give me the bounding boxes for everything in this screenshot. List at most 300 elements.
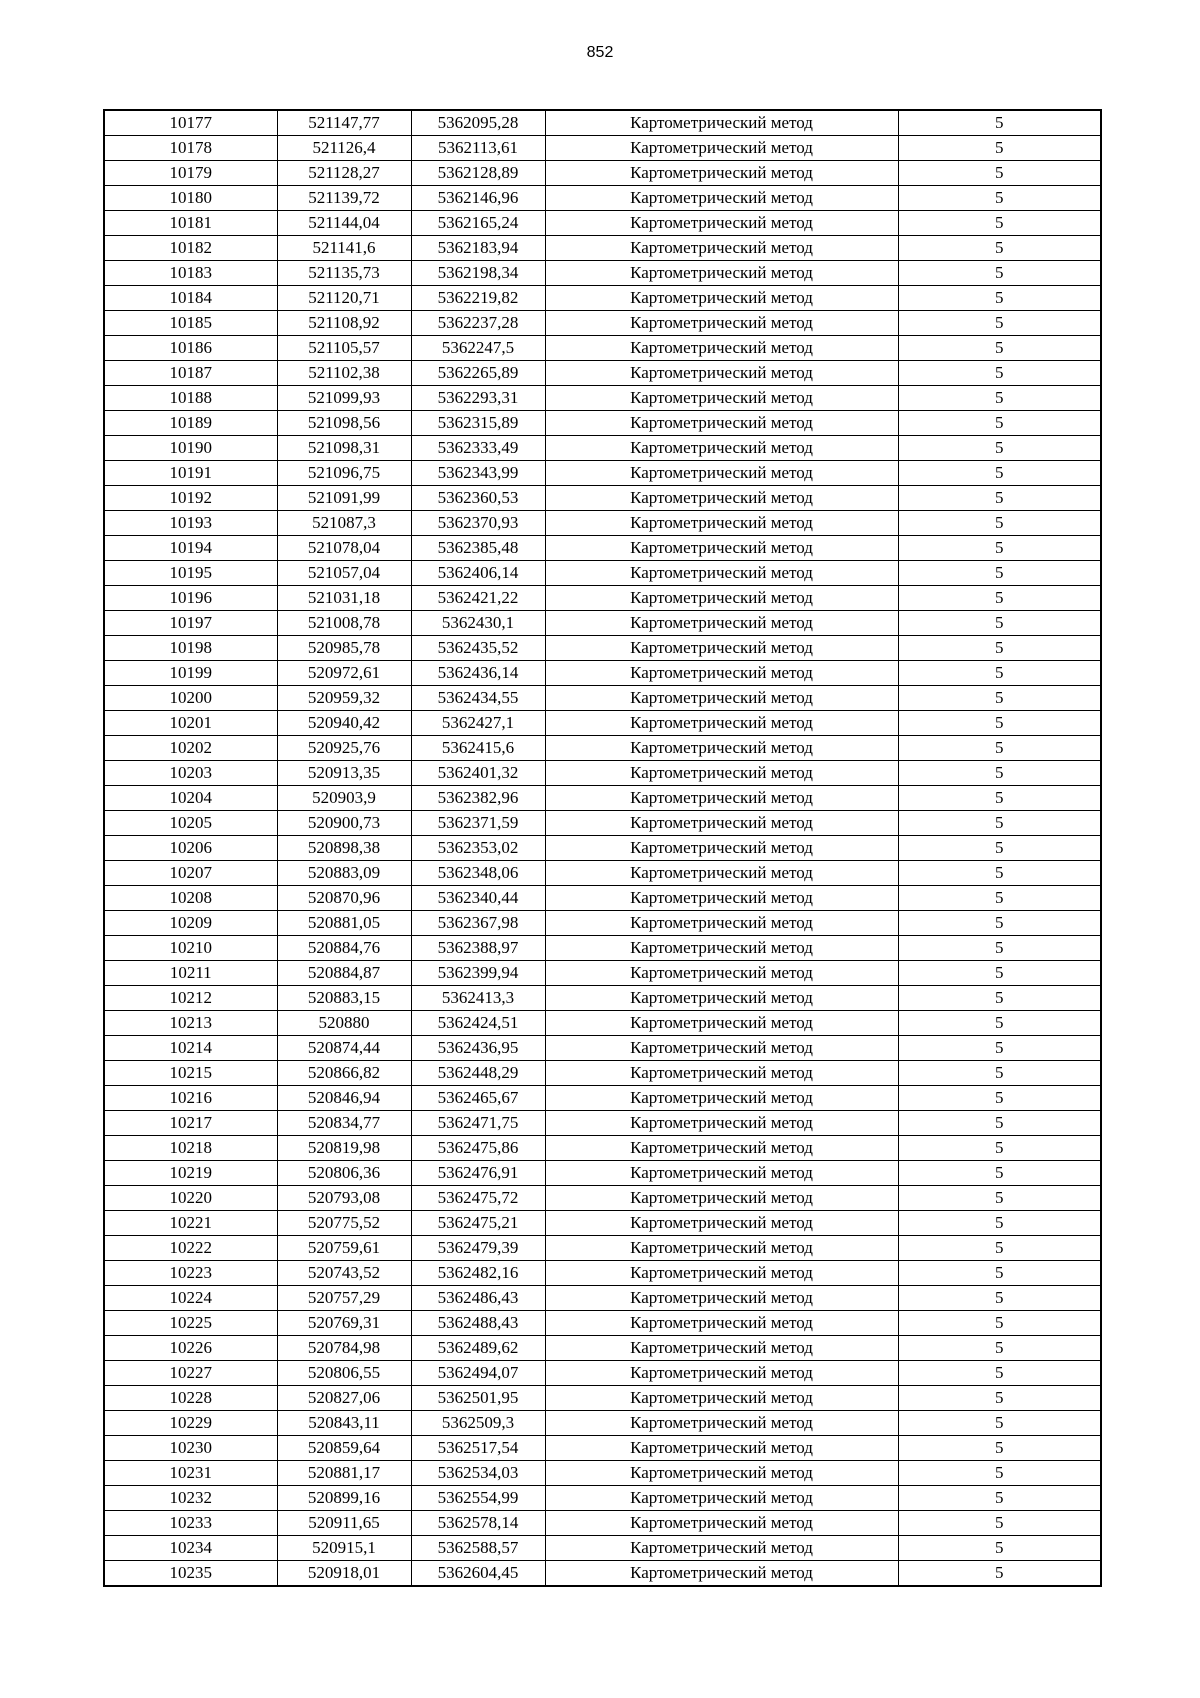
point-number-cell: 10183 <box>104 261 277 286</box>
y-coordinate-cell: 5362340,44 <box>411 886 545 911</box>
x-coordinate-cell: 520793,08 <box>277 1186 411 1211</box>
point-number-cell: 10216 <box>104 1086 277 1111</box>
x-coordinate-cell: 521108,92 <box>277 311 411 336</box>
x-coordinate-cell: 520769,31 <box>277 1311 411 1336</box>
accuracy-cell: 5 <box>898 961 1101 986</box>
x-coordinate-cell: 520898,38 <box>277 836 411 861</box>
x-coordinate-cell: 521135,73 <box>277 261 411 286</box>
accuracy-cell: 5 <box>898 1111 1101 1136</box>
accuracy-cell: 5 <box>898 336 1101 361</box>
point-number-cell: 10188 <box>104 386 277 411</box>
accuracy-cell: 5 <box>898 711 1101 736</box>
y-coordinate-cell: 5362399,94 <box>411 961 545 986</box>
point-number-cell: 10205 <box>104 811 277 836</box>
accuracy-cell: 5 <box>898 836 1101 861</box>
accuracy-cell: 5 <box>898 311 1101 336</box>
method-cell: Картометрический метод <box>545 1536 898 1561</box>
point-number-cell: 10223 <box>104 1261 277 1286</box>
y-coordinate-cell: 5362401,32 <box>411 761 545 786</box>
x-coordinate-cell: 520911,65 <box>277 1511 411 1536</box>
method-cell: Картометрический метод <box>545 211 898 236</box>
y-coordinate-cell: 5362353,02 <box>411 836 545 861</box>
method-cell: Картометрический метод <box>545 961 898 986</box>
x-coordinate-cell: 520903,9 <box>277 786 411 811</box>
accuracy-cell: 5 <box>898 1011 1101 1036</box>
accuracy-cell: 5 <box>898 1311 1101 1336</box>
method-cell: Картометрический метод <box>545 686 898 711</box>
point-number-cell: 10222 <box>104 1236 277 1261</box>
y-coordinate-cell: 5362475,72 <box>411 1186 545 1211</box>
accuracy-cell: 5 <box>898 811 1101 836</box>
accuracy-cell: 5 <box>898 1511 1101 1536</box>
y-coordinate-cell: 5362554,99 <box>411 1486 545 1511</box>
table-row <box>104 1461 1101 1486</box>
x-coordinate-cell: 521098,56 <box>277 411 411 436</box>
x-coordinate-cell: 521057,04 <box>277 561 411 586</box>
y-coordinate-cell: 5362385,48 <box>411 536 545 561</box>
y-coordinate-cell: 5362370,93 <box>411 511 545 536</box>
point-number-cell: 10219 <box>104 1161 277 1186</box>
method-cell: Картометрический метод <box>545 1061 898 1086</box>
table-row <box>104 786 1101 811</box>
table-row <box>104 1286 1101 1311</box>
y-coordinate-cell: 5362494,07 <box>411 1361 545 1386</box>
x-coordinate-cell: 521008,78 <box>277 611 411 636</box>
method-cell: Картометрический метод <box>545 1086 898 1111</box>
accuracy-cell: 5 <box>898 261 1101 286</box>
point-number-cell: 10235 <box>104 1561 277 1587</box>
table-row <box>104 436 1101 461</box>
accuracy-cell: 5 <box>898 1286 1101 1311</box>
y-coordinate-cell: 5362382,96 <box>411 786 545 811</box>
y-coordinate-cell: 5362488,43 <box>411 1311 545 1336</box>
table-row <box>104 1261 1101 1286</box>
method-cell: Картометрический метод <box>545 536 898 561</box>
y-coordinate-cell: 5362165,24 <box>411 211 545 236</box>
y-coordinate-cell: 5362479,39 <box>411 1236 545 1261</box>
x-coordinate-cell: 520880 <box>277 1011 411 1036</box>
table-row <box>104 736 1101 761</box>
table-row <box>104 1111 1101 1136</box>
method-cell: Картометрический метод <box>545 1436 898 1461</box>
y-coordinate-cell: 5362476,91 <box>411 1161 545 1186</box>
table-row <box>104 136 1101 161</box>
method-cell: Картометрический метод <box>545 1361 898 1386</box>
accuracy-cell: 5 <box>898 411 1101 436</box>
table-row <box>104 1136 1101 1161</box>
table-row <box>104 536 1101 561</box>
x-coordinate-cell: 521096,75 <box>277 461 411 486</box>
table-row <box>104 636 1101 661</box>
accuracy-cell: 5 <box>898 1036 1101 1061</box>
accuracy-cell: 5 <box>898 886 1101 911</box>
x-coordinate-cell: 521031,18 <box>277 586 411 611</box>
method-cell: Картометрический метод <box>545 361 898 386</box>
method-cell: Картометрический метод <box>545 786 898 811</box>
accuracy-cell: 5 <box>898 110 1101 136</box>
accuracy-cell: 5 <box>898 1261 1101 1286</box>
page-number: 852 <box>586 44 614 61</box>
point-number-cell: 10181 <box>104 211 277 236</box>
y-coordinate-cell: 5362406,14 <box>411 561 545 586</box>
method-cell: Картометрический метод <box>545 561 898 586</box>
y-coordinate-cell: 5362247,5 <box>411 336 545 361</box>
point-number-cell: 10177 <box>104 110 277 136</box>
x-coordinate-cell: 520915,1 <box>277 1536 411 1561</box>
table-row <box>104 211 1101 236</box>
y-coordinate-cell: 5362293,31 <box>411 386 545 411</box>
method-cell: Картометрический метод <box>545 761 898 786</box>
table-row <box>104 611 1101 636</box>
accuracy-cell: 5 <box>898 1436 1101 1461</box>
point-number-cell: 10206 <box>104 836 277 861</box>
method-cell: Картометрический метод <box>545 1561 898 1587</box>
x-coordinate-cell: 521141,6 <box>277 236 411 261</box>
point-number-cell: 10232 <box>104 1486 277 1511</box>
x-coordinate-cell: 520959,32 <box>277 686 411 711</box>
y-coordinate-cell: 5362198,34 <box>411 261 545 286</box>
y-coordinate-cell: 5362128,89 <box>411 161 545 186</box>
y-coordinate-cell: 5362333,49 <box>411 436 545 461</box>
point-number-cell: 10189 <box>104 411 277 436</box>
point-number-cell: 10202 <box>104 736 277 761</box>
accuracy-cell: 5 <box>898 1186 1101 1211</box>
point-number-cell: 10193 <box>104 511 277 536</box>
y-coordinate-cell: 5362427,1 <box>411 711 545 736</box>
table-row <box>104 1436 1101 1461</box>
point-number-cell: 10228 <box>104 1386 277 1411</box>
x-coordinate-cell: 521098,31 <box>277 436 411 461</box>
method-cell: Картометрический метод <box>545 1136 898 1161</box>
point-number-cell: 10221 <box>104 1211 277 1236</box>
table-row <box>104 110 1101 136</box>
point-number-cell: 10211 <box>104 961 277 986</box>
method-cell: Картометрический метод <box>545 861 898 886</box>
coordinates-table <box>103 109 1102 1587</box>
x-coordinate-cell: 521144,04 <box>277 211 411 236</box>
table-row <box>104 236 1101 261</box>
x-coordinate-cell: 520859,64 <box>277 1436 411 1461</box>
y-coordinate-cell: 5362265,89 <box>411 361 545 386</box>
table-row <box>104 161 1101 186</box>
point-number-cell: 10186 <box>104 336 277 361</box>
table-row <box>104 711 1101 736</box>
table-row <box>104 1486 1101 1511</box>
y-coordinate-cell: 5362436,95 <box>411 1036 545 1061</box>
method-cell: Картометрический метод <box>545 186 898 211</box>
table-row <box>104 186 1101 211</box>
table-row <box>104 1161 1101 1186</box>
point-number-cell: 10198 <box>104 636 277 661</box>
method-cell: Картометрический метод <box>545 161 898 186</box>
point-number-cell: 10214 <box>104 1036 277 1061</box>
point-number-cell: 10199 <box>104 661 277 686</box>
x-coordinate-cell: 520743,52 <box>277 1261 411 1286</box>
y-coordinate-cell: 5362578,14 <box>411 1511 545 1536</box>
point-number-cell: 10201 <box>104 711 277 736</box>
accuracy-cell: 5 <box>898 436 1101 461</box>
method-cell: Картометрический метод <box>545 110 898 136</box>
x-coordinate-cell: 520913,35 <box>277 761 411 786</box>
y-coordinate-cell: 5362517,54 <box>411 1436 545 1461</box>
table-row <box>104 1186 1101 1211</box>
method-cell: Картометрический метод <box>545 336 898 361</box>
method-cell: Картометрический метод <box>545 1161 898 1186</box>
y-coordinate-cell: 5362343,99 <box>411 461 545 486</box>
x-coordinate-cell: 520883,15 <box>277 986 411 1011</box>
accuracy-cell: 5 <box>898 736 1101 761</box>
point-number-cell: 10225 <box>104 1311 277 1336</box>
point-number-cell: 10178 <box>104 136 277 161</box>
method-cell: Картометрический метод <box>545 486 898 511</box>
y-coordinate-cell: 5362367,98 <box>411 911 545 936</box>
table-row <box>104 836 1101 861</box>
method-cell: Картометрический метод <box>545 1011 898 1036</box>
point-number-cell: 10197 <box>104 611 277 636</box>
table-row <box>104 686 1101 711</box>
table-row <box>104 1561 1101 1587</box>
y-coordinate-cell: 5362315,89 <box>411 411 545 436</box>
x-coordinate-cell: 521147,77 <box>277 110 411 136</box>
table-row <box>104 361 1101 386</box>
y-coordinate-cell: 5362534,03 <box>411 1461 545 1486</box>
accuracy-cell: 5 <box>898 861 1101 886</box>
x-coordinate-cell: 520775,52 <box>277 1211 411 1236</box>
y-coordinate-cell: 5362448,29 <box>411 1061 545 1086</box>
point-number-cell: 10204 <box>104 786 277 811</box>
point-number-cell: 10234 <box>104 1536 277 1561</box>
table-row <box>104 1511 1101 1536</box>
y-coordinate-cell: 5362486,43 <box>411 1286 545 1311</box>
point-number-cell: 10224 <box>104 1286 277 1311</box>
x-coordinate-cell: 520870,96 <box>277 886 411 911</box>
point-number-cell: 10190 <box>104 436 277 461</box>
x-coordinate-cell: 521078,04 <box>277 536 411 561</box>
y-coordinate-cell: 5362415,6 <box>411 736 545 761</box>
point-number-cell: 10203 <box>104 761 277 786</box>
y-coordinate-cell: 5362371,59 <box>411 811 545 836</box>
method-cell: Картометрический метод <box>545 411 898 436</box>
point-number-cell: 10195 <box>104 561 277 586</box>
point-number-cell: 10218 <box>104 1136 277 1161</box>
x-coordinate-cell: 520918,01 <box>277 1561 411 1587</box>
method-cell: Картометрический метод <box>545 886 898 911</box>
point-number-cell: 10200 <box>104 686 277 711</box>
accuracy-cell: 5 <box>898 1236 1101 1261</box>
y-coordinate-cell: 5362489,62 <box>411 1336 545 1361</box>
method-cell: Картометрический метод <box>545 1336 898 1361</box>
accuracy-cell: 5 <box>898 986 1101 1011</box>
accuracy-cell: 5 <box>898 1086 1101 1111</box>
method-cell: Картометрический метод <box>545 436 898 461</box>
x-coordinate-cell: 520874,44 <box>277 1036 411 1061</box>
x-coordinate-cell: 520884,87 <box>277 961 411 986</box>
table-row <box>104 286 1101 311</box>
table-row <box>104 1011 1101 1036</box>
accuracy-cell: 5 <box>898 1061 1101 1086</box>
table-row <box>104 911 1101 936</box>
point-number-cell: 10213 <box>104 1011 277 1036</box>
method-cell: Картометрический метод <box>545 311 898 336</box>
point-number-cell: 10210 <box>104 936 277 961</box>
method-cell: Картометрический метод <box>545 1111 898 1136</box>
table-row <box>104 961 1101 986</box>
y-coordinate-cell: 5362501,95 <box>411 1386 545 1411</box>
table-row <box>104 861 1101 886</box>
accuracy-cell: 5 <box>898 1211 1101 1236</box>
x-coordinate-cell: 521102,38 <box>277 361 411 386</box>
method-cell: Картометрический метод <box>545 136 898 161</box>
table-row <box>104 1386 1101 1411</box>
y-coordinate-cell: 5362475,86 <box>411 1136 545 1161</box>
method-cell: Картометрический метод <box>545 386 898 411</box>
point-number-cell: 10217 <box>104 1111 277 1136</box>
y-coordinate-cell: 5362388,97 <box>411 936 545 961</box>
accuracy-cell: 5 <box>898 186 1101 211</box>
method-cell: Картометрический метод <box>545 836 898 861</box>
y-coordinate-cell: 5362421,22 <box>411 586 545 611</box>
accuracy-cell: 5 <box>898 761 1101 786</box>
method-cell: Картометрический метод <box>545 711 898 736</box>
accuracy-cell: 5 <box>898 1136 1101 1161</box>
y-coordinate-cell: 5362113,61 <box>411 136 545 161</box>
x-coordinate-cell: 520883,09 <box>277 861 411 886</box>
x-coordinate-cell: 521099,93 <box>277 386 411 411</box>
accuracy-cell: 5 <box>898 636 1101 661</box>
method-cell: Картометрический метод <box>545 986 898 1011</box>
x-coordinate-cell: 520985,78 <box>277 636 411 661</box>
table-row <box>104 1536 1101 1561</box>
method-cell: Картометрический метод <box>545 236 898 261</box>
x-coordinate-cell: 520819,98 <box>277 1136 411 1161</box>
method-cell: Картометрический метод <box>545 1236 898 1261</box>
method-cell: Картометрический метод <box>545 1186 898 1211</box>
method-cell: Картометрический метод <box>545 811 898 836</box>
accuracy-cell: 5 <box>898 1536 1101 1561</box>
y-coordinate-cell: 5362413,3 <box>411 986 545 1011</box>
x-coordinate-cell: 520757,29 <box>277 1286 411 1311</box>
method-cell: Картометрический метод <box>545 661 898 686</box>
point-number-cell: 10184 <box>104 286 277 311</box>
accuracy-cell: 5 <box>898 511 1101 536</box>
method-cell: Картометрический метод <box>545 1311 898 1336</box>
point-number-cell: 10208 <box>104 886 277 911</box>
accuracy-cell: 5 <box>898 286 1101 311</box>
y-coordinate-cell: 5362237,28 <box>411 311 545 336</box>
x-coordinate-cell: 521128,27 <box>277 161 411 186</box>
table-row <box>104 1236 1101 1261</box>
point-number-cell: 10227 <box>104 1361 277 1386</box>
accuracy-cell: 5 <box>898 1561 1101 1587</box>
accuracy-cell: 5 <box>898 536 1101 561</box>
point-number-cell: 10231 <box>104 1461 277 1486</box>
accuracy-cell: 5 <box>898 936 1101 961</box>
accuracy-cell: 5 <box>898 1386 1101 1411</box>
table-row <box>104 1211 1101 1236</box>
accuracy-cell: 5 <box>898 1411 1101 1436</box>
accuracy-cell: 5 <box>898 161 1101 186</box>
x-coordinate-cell: 520972,61 <box>277 661 411 686</box>
y-coordinate-cell: 5362475,21 <box>411 1211 545 1236</box>
y-coordinate-cell: 5362219,82 <box>411 286 545 311</box>
accuracy-cell: 5 <box>898 211 1101 236</box>
point-number-cell: 10179 <box>104 161 277 186</box>
table-row <box>104 386 1101 411</box>
method-cell: Картометрический метод <box>545 1486 898 1511</box>
x-coordinate-cell: 520866,82 <box>277 1061 411 1086</box>
y-coordinate-cell: 5362509,3 <box>411 1411 545 1436</box>
x-coordinate-cell: 521139,72 <box>277 186 411 211</box>
x-coordinate-cell: 520900,73 <box>277 811 411 836</box>
point-number-cell: 10191 <box>104 461 277 486</box>
table-row <box>104 586 1101 611</box>
y-coordinate-cell: 5362604,45 <box>411 1561 545 1587</box>
point-number-cell: 10229 <box>104 1411 277 1436</box>
y-coordinate-cell: 5362095,28 <box>411 110 545 136</box>
x-coordinate-cell: 521091,99 <box>277 486 411 511</box>
point-number-cell: 10230 <box>104 1436 277 1461</box>
x-coordinate-cell: 520940,42 <box>277 711 411 736</box>
point-number-cell: 10215 <box>104 1061 277 1086</box>
x-coordinate-cell: 520884,76 <box>277 936 411 961</box>
table-row <box>104 1061 1101 1086</box>
method-cell: Картометрический метод <box>545 1211 898 1236</box>
method-cell: Картометрический метод <box>545 511 898 536</box>
accuracy-cell: 5 <box>898 1461 1101 1486</box>
accuracy-cell: 5 <box>898 386 1101 411</box>
x-coordinate-cell: 520881,05 <box>277 911 411 936</box>
table-row <box>104 1086 1101 1111</box>
method-cell: Картометрический метод <box>545 911 898 936</box>
y-coordinate-cell: 5362348,06 <box>411 861 545 886</box>
table-row <box>104 811 1101 836</box>
method-cell: Картометрический метод <box>545 1386 898 1411</box>
point-number-cell: 10182 <box>104 236 277 261</box>
x-coordinate-cell: 520899,16 <box>277 1486 411 1511</box>
method-cell: Картометрический метод <box>545 261 898 286</box>
method-cell: Картометрический метод <box>545 1411 898 1436</box>
method-cell: Картометрический метод <box>545 1261 898 1286</box>
table-row <box>104 411 1101 436</box>
point-number-cell: 10233 <box>104 1511 277 1536</box>
point-number-cell: 10220 <box>104 1186 277 1211</box>
point-number-cell: 10180 <box>104 186 277 211</box>
y-coordinate-cell: 5362435,52 <box>411 636 545 661</box>
y-coordinate-cell: 5362471,75 <box>411 1111 545 1136</box>
method-cell: Картометрический метод <box>545 461 898 486</box>
method-cell: Картометрический метод <box>545 1461 898 1486</box>
accuracy-cell: 5 <box>898 786 1101 811</box>
y-coordinate-cell: 5362146,96 <box>411 186 545 211</box>
accuracy-cell: 5 <box>898 586 1101 611</box>
accuracy-cell: 5 <box>898 461 1101 486</box>
accuracy-cell: 5 <box>898 1361 1101 1386</box>
table-row <box>104 261 1101 286</box>
x-coordinate-cell: 520784,98 <box>277 1336 411 1361</box>
coordinates-table-body <box>104 110 1101 1586</box>
accuracy-cell: 5 <box>898 661 1101 686</box>
method-cell: Картометрический метод <box>545 636 898 661</box>
x-coordinate-cell: 521105,57 <box>277 336 411 361</box>
method-cell: Картометрический метод <box>545 1036 898 1061</box>
accuracy-cell: 5 <box>898 136 1101 161</box>
y-coordinate-cell: 5362434,55 <box>411 686 545 711</box>
point-number-cell: 10192 <box>104 486 277 511</box>
table-row <box>104 761 1101 786</box>
table-row <box>104 461 1101 486</box>
point-number-cell: 10187 <box>104 361 277 386</box>
y-coordinate-cell: 5362482,16 <box>411 1261 545 1286</box>
